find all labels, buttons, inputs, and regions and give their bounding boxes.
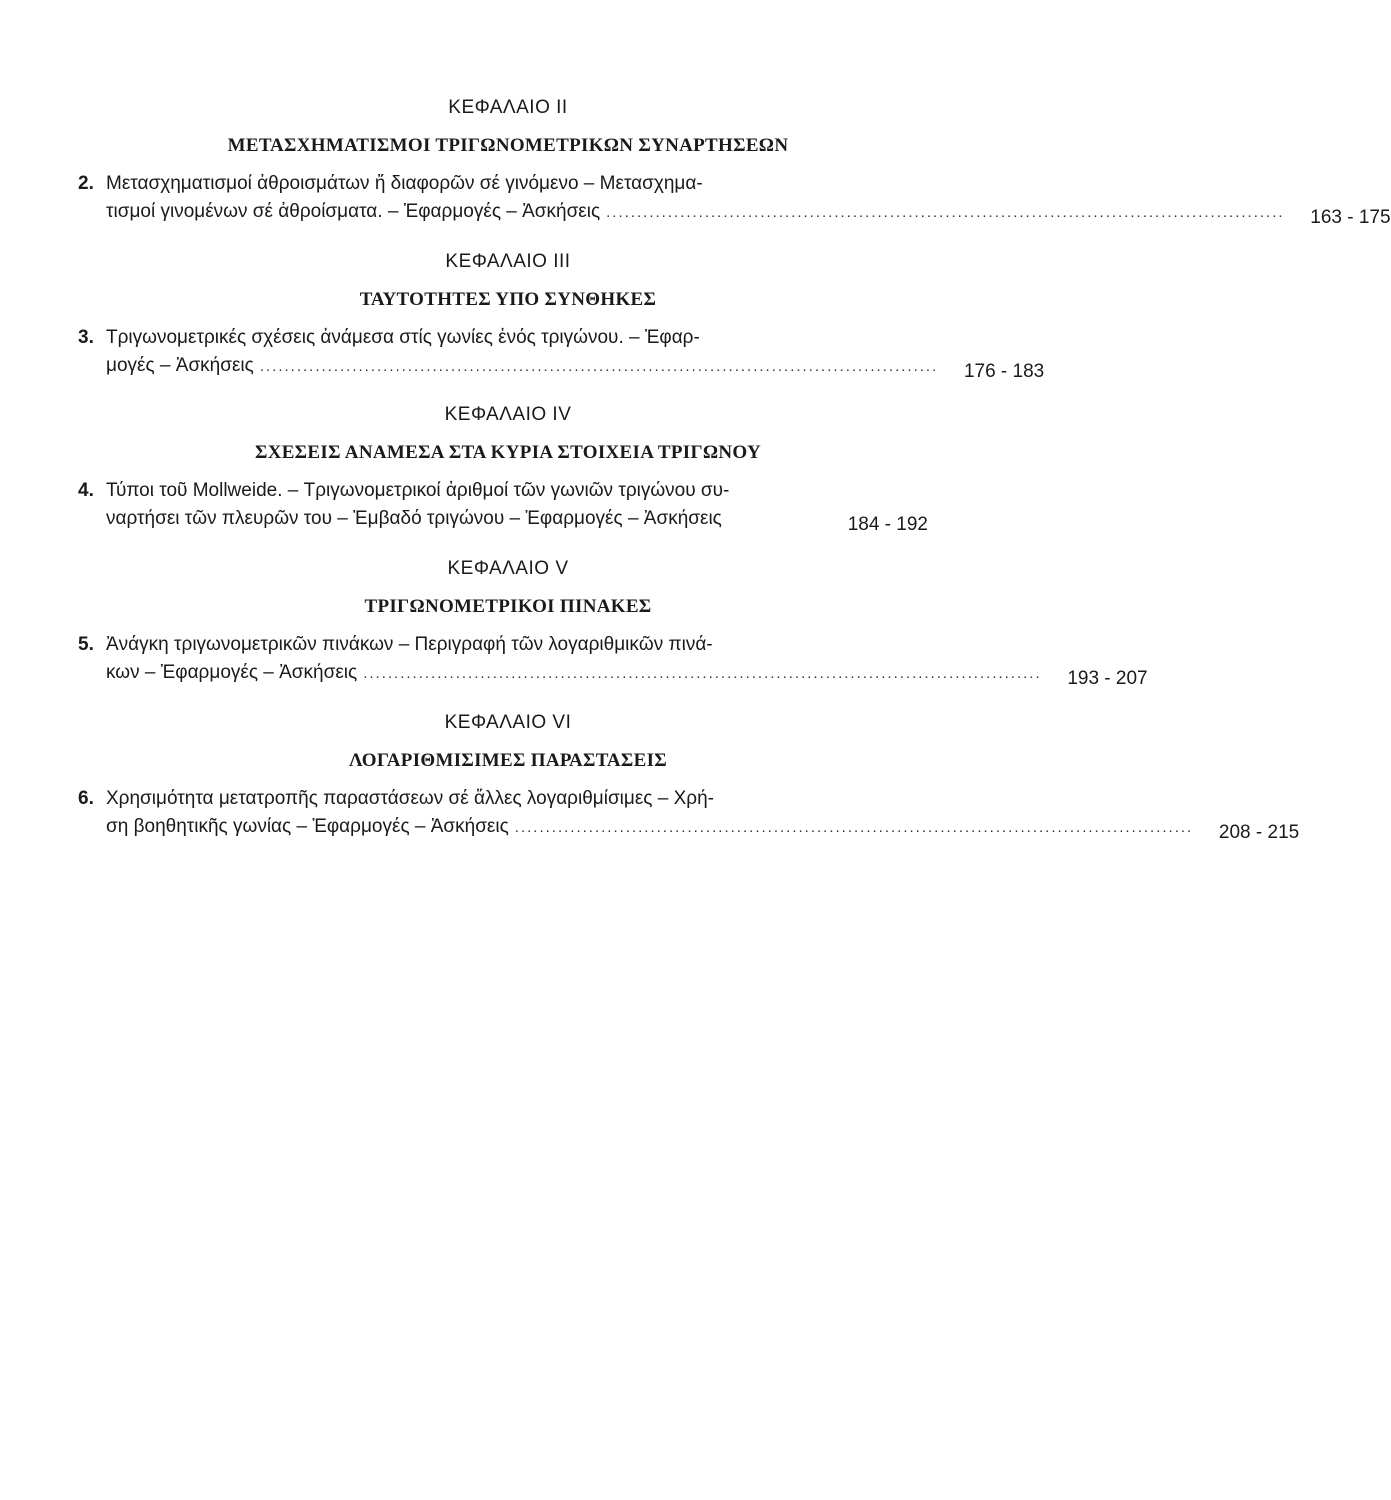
toc-entry	[78, 170, 1391, 228]
entry-text-line2-row	[78, 505, 928, 533]
chapter-4	[78, 403, 928, 533]
chapter-2	[78, 96, 1391, 228]
chapter-title: ΛΟΓΑΡΙΘΜΙΣΙΜΕΣ ΠΑΡΑΣΤΑΣΕΙΣ	[348, 750, 667, 771]
chapter-title: ΣΧΕΣΕΙΣ ΑΝΑΜΕΣΑ ΣΤΑ ΚΥΡΙΑ ΣΤΟΙΧΕΙΑ ΤΡΙΓΩΝΟΥ	[254, 442, 762, 463]
toc-entry	[78, 477, 928, 533]
entry-text-line2: μογές – Ἀσκήσεις	[106, 355, 254, 376]
entry-text-line1: Μετασχηματισμοί ἀθροισμάτων ἤ διαφορῶν σέ γινόμενο – Μετασχημα-	[106, 173, 703, 194]
leader-dots: ..............................................................................................................	[259, 358, 939, 375]
entry-text-line2: ναρτήσει τῶν πλευρῶν του – Ἐμβαδό τριγώνου – Ἐφαρμογές – Ἀσκήσεις	[106, 508, 722, 529]
leader-dots: ..............................................................................................................	[363, 665, 1042, 682]
chapter-6	[78, 711, 1300, 843]
chapter-label: ΚΕΦΑΛΑΙΟ ΙΙ	[448, 97, 568, 118]
entry-number: 2.	[78, 173, 94, 194]
entry-text-line2-row	[78, 198, 1391, 228]
entry-text-line2-row	[78, 659, 1148, 689]
entry-text-line2-row	[78, 352, 1045, 382]
page-range: 163 - 175	[1310, 207, 1391, 228]
chapter-3	[78, 250, 1045, 382]
chapter-title: ΤΡΙΓΩΝΟΜΕΤΡΙΚΟΙ ΠΙΝΑΚΕΣ	[364, 596, 652, 617]
toc-entry	[78, 324, 1045, 382]
chapter-label: ΚΕΦΑΛΑΙΟ ΙΙΙ	[445, 251, 571, 272]
chapter-label: ΚΕΦΑΛΑΙΟ VI	[444, 712, 572, 733]
entry-text-line1: Τριγωνομετρικές σχέσεις ἀνάμεσα στίς γωνίες ἑνός τριγώνου. – Ἐφαρ-	[106, 327, 700, 348]
entry-text-line1: Ἀνάγκη τριγωνομετρικῶν πινάκων – Περιγραφή τῶν λογαριθμικῶν πινά-	[106, 634, 713, 655]
entry-number: 4.	[78, 480, 94, 501]
chapter-label: ΚΕΦΑΛΑΙΟ ΙV	[444, 404, 572, 425]
chapter-5	[78, 557, 1148, 689]
entry-text-line1: Χρησιμότητα μετατροπῆς παραστάσεων σέ ἄλλες λογαριθμίσιμες – Χρή-	[106, 788, 714, 809]
page-range: 193 - 207	[1067, 668, 1148, 689]
page-range: 176 - 183	[963, 361, 1045, 382]
page-range: 208 - 215	[1218, 822, 1300, 843]
leader-dots: ..............................................................................................................	[606, 204, 1285, 221]
entry-text-line2: ση βοηθητικῆς γωνίας – Ἐφαρμογές – Ἀσκήσεις	[106, 816, 509, 837]
entry-number: 5.	[78, 634, 94, 655]
leader-dots: ..............................................................................................................	[514, 819, 1194, 836]
entry-text-line2: τισμοί γινομένων σέ ἀθροίσματα. – Ἐφαρμογές – Ἀσκήσεις	[106, 201, 601, 222]
chapter-title: ΜΕΤΑΣΧΗΜΑΤΙΣΜΟΙ ΤΡΙΓΩΝΟΜΕΤΡΙΚΩΝ ΣΥΝΑΡΤΗΣΕΩΝ	[227, 135, 789, 156]
toc-entry	[78, 631, 1148, 689]
entry-number: 6.	[78, 788, 94, 809]
toc-entry	[78, 785, 1300, 843]
entry-text-line1: Τύποι τοῦ Mollweide. – Τριγωνομετρικοί ἀριθμοί τῶν γωνιῶν τριγώνου συ-	[106, 480, 730, 501]
entry-text-line2: κων – Ἐφαρμογές – Ἀσκήσεις	[106, 662, 358, 683]
page-range: 184 - 192	[847, 514, 928, 535]
chapter-title: ΤΑΥΤΟΤΗΤΕΣ ΥΠΟ ΣΥΝΘΗΚΕΣ	[359, 289, 657, 310]
entry-text-line2-row	[78, 813, 1300, 843]
entry-number: 3.	[78, 327, 94, 348]
chapter-label: ΚΕΦΑΛΑΙΟ V	[447, 558, 569, 579]
